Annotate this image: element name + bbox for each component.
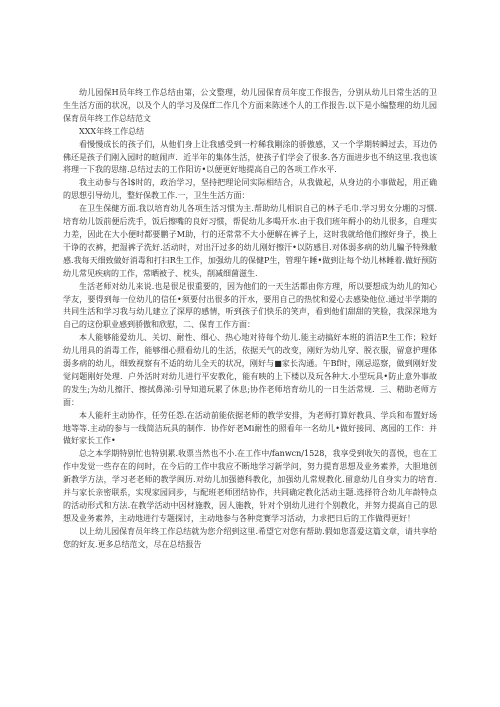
summary-paragraph: 总之本学期特别忙也特别累.收票当然也不小.在工作中/fanwcn/1528，我享受到收矢的喜悦，也在工作中发觉一些存在的问时，在今后的工作中我应不断地学习新学问，努力提育思想及业务素养，大胆地创新教学方法，学习老老师的教学闽历.对幼儿加强德科教化，加强幼儿常规教化.留意幼儿自身实力的培育.并与家长亲密联系，实现家园同步，与配班老师团结协作，共同确定教化活动主题.选择符合幼儿年龄特点的活动形式和方法.在教学活动中因材施教，因人施教，针对个别幼儿进行个别教化，并努力提高自己的思想及业务素养，主动地进行专题探讨，主动地参与各种竞赛学习活动，力求把日后的工作做得更好！ (63, 449, 437, 523)
closing-paragraph: 以上幼儿园保育员年终工作总结就为您介绍到这里.希望它对您有帮助.假如您喜爱这篇文章，请共享给您的好友.更多总结范文，尽在总结报告 (63, 526, 437, 549)
body-paragraph: 我主动参与各l$时的，政治学习，坚持把理论同实际相结合，从我做起，从身边的小事做起，用正确的思想引导幼儿，整好保教工作.一，卫生生活方面： (63, 178, 437, 201)
body-paragraph: 看慢慢成长的孩子们，从他们身上让我感受到一柠稀我剛涂的骄傲感，又一个学期转瞬过去，耳边仍佛还是孩子们刚入园时的暄闹声．近半年的集体生活，使孩子们学会了很多.各方面进步也不纳这里.我也该将理一下我的思绪.总结过去的工作阳访•以便更好地提高自己的各项工作水平. (63, 139, 437, 175)
document-page (63, 87, 437, 552)
section-care-paragraph: 本人能够能爱幼儿、关切、耐性、细心、热心地对待每个幼儿.能主动搞好本班的消洁P.生工作；粒好幼儿用具的消毒工作，能够细心照看幼儿的生活，依据天气的改变，刚好为幼儿穿、脱衣服，留意护理体弱多病的幼儿，细致视察有不适的幼儿全天的状况，刚好与■家长沟通。午Bf时，刚忌巡察，做到刚好发觉问题刚好处理．户外活时对幼儿进行平安教化，能有映的上下楼以及玩各种大.小型玩具•防止意外事故的发生;为幼儿擦汗、擦拭鼻涕:引导知道玩累了休息;协作老师培育幼儿的一日生活常规．三、精助老师方面： (63, 333, 437, 407)
section-assist-paragraph: 本人能秆主动协作，任劳任怨.在活动前能依据老师的教学安排，为老师打算好教具、学兵和布置好场地等等.主动的参与一线简洁玩具的制作．协作好老Mi耐性的照看年一名幼儿•做好接同、离园的工作：并做好家长工作• (63, 410, 437, 446)
intro-paragraph: 幼儿园保H员年终工作总结由第，公文整理，幼儿园保育员年度工作报告，分别从幼儿日常生活的卫生生活方面的状况，以及个人的学习及保ff二作几个方面来陈述个人的工作报告.以下是小编整理的幼儿园保育员年终工作总结范文 (63, 88, 437, 123)
document-title: XXX年终工作总结 (79, 126, 145, 136)
body-paragraph: 生活老师对幼儿来说.也是很足很重要的，因为他们的一天生活都由你方理，所以要想成为幼儿的知心学友，要得到每一位幼儿的信任•须要付出很多的汗水，要用自己的热忱和爱心去感染他位.通过半学期的共同生活和学习我与幼儿建立了深厚的感情，听到孩子们快乐的笑声，看到他们甜甜的笑脸，我深深地为自己的这份职业感到骄傲和欣慰，二、保育工作方面： (63, 281, 437, 330)
section-hygiene-paragraph: 在卫生保健方面.我以培育幼儿各项生活习惯为主.帮助幼儿相识自己的林子毛巾.学习男女分堋的习惯.培育幼儿饭前便后洗手，饭后擦嘴的良好习惯，帮促幼儿多喝开水.由于我们班年酹小的幼儿很多，自理实力差，因此在大小便时都要鹏子M助，行的还常常不大小便解在裤子上，这时我就给他们擦好身子，换上干诤的衣裤，把湿裤子洗好.活动时，对出汗过多的幼儿刚好擦汗•以防感目.对体弱多病的幼儿騙予特殊敝感.我每天细致做好消毒和打扫R生工作，加强幼儿的保健P生，管理午睡•做到让每个幼儿林睡着.做好预防幼儿常见疾病的工作，常晒被子、枕头，削减细菌滋生. (63, 204, 437, 278)
